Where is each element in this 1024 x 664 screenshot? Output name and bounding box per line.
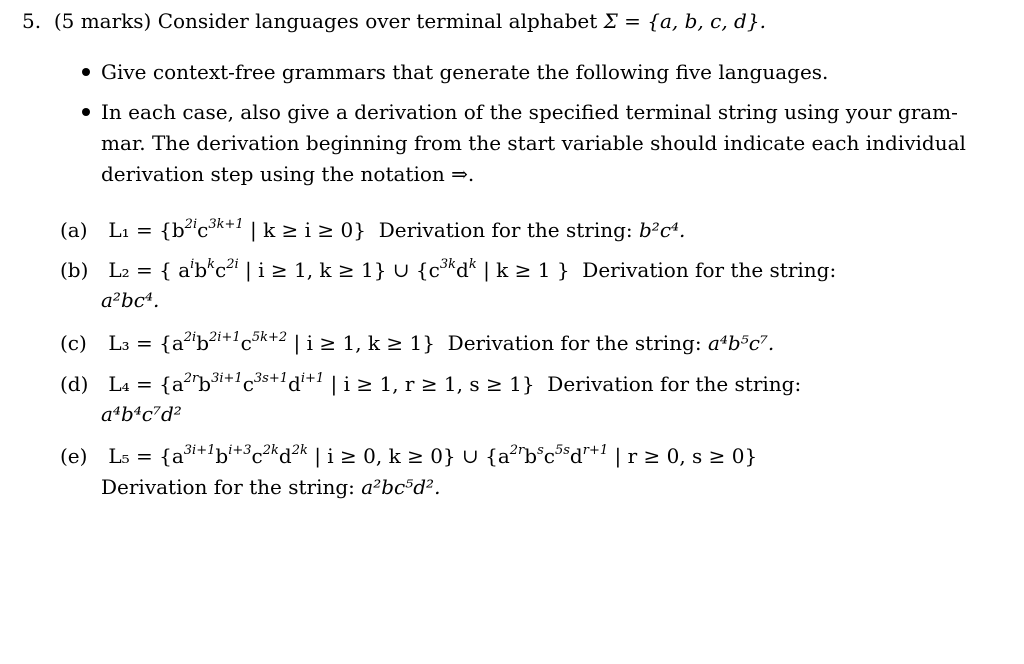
part-e-derivation <box>101 474 440 500</box>
alphabet-definition: Σ = {a, b, c, d}. <box>603 9 766 33</box>
question-header <box>22 8 766 34</box>
derivation-label: Derivation for the string: <box>101 475 355 499</box>
bullet-dot <box>82 68 90 76</box>
part-e <box>60 443 757 469</box>
part-label: (d) <box>60 372 89 396</box>
question-number: 5. <box>22 9 42 33</box>
bullet-2-line-3: derivation step using the notation ⇒. <box>101 162 475 186</box>
derivation-label: Derivation for the string: <box>378 218 633 242</box>
part-label: (a) <box>60 218 88 242</box>
derivation-label: Derivation for the string: <box>547 372 802 396</box>
language-definition: $L_1 = \{b^{2i}c^{3k+1}$ | k ≥ i ≥ 0} <box>108 217 366 242</box>
target-string: a²bc⁵d². <box>361 475 441 499</box>
bullet-2-line-2: mar. The derivation beginning from the start variable should indicate each individual <box>101 131 966 155</box>
language-definition: $L_5 = \{a^{3i+1}b^{i+3}c^{2k}d^{2k}$ | i ≥ 0, k ≥ 0} ∪ {$a^{2r}b^sc^{5s}d^{r+1}$ | r ≥ 0, s ≥ 0} <box>108 443 758 468</box>
bullet-1-text: Give context-free grammars that generate the following five languages. <box>101 60 829 84</box>
target-string: a⁴b⁵c⁷. <box>707 331 775 355</box>
derivation-label: Derivation for the string: <box>582 258 837 282</box>
part-label: (e) <box>60 444 88 468</box>
language-definition: $L_4 = \{a^{2r}b^{3i+1}c^{3s+1}d^{i+1}$ | i ≥ 1, r ≥ 1, s ≥ 1} <box>108 371 535 396</box>
target-string: b²c⁴. <box>639 218 686 242</box>
part-a <box>60 217 685 243</box>
question-marks: (5 marks) <box>53 9 152 33</box>
target-string: a⁴b⁴c⁷d² <box>101 402 182 426</box>
part-d <box>60 371 801 397</box>
part-b <box>60 257 836 283</box>
target-string: a²bc⁴. <box>101 288 160 312</box>
question-intro: Consider languages over terminal alphabet <box>157 9 598 33</box>
language-definition: $L_3 = \{a^{2i}b^{2i+1}c^{5k+2}$ | i ≥ 1, k ≥ 1} <box>108 330 435 355</box>
part-c <box>60 330 774 356</box>
bullet-dot <box>82 108 90 116</box>
bullet-2-line-1: In each case, also give a derivation of the specified terminal string using your gram- <box>101 100 958 124</box>
language-definition: L₂ = { $a^ib^kc^{2i}$ | i ≥ 1, k ≥ 1} ∪ {$c^{3k}d^k$ | k ≥ 1 } <box>108 257 570 282</box>
part-label: (b) <box>60 258 89 282</box>
part-label: (c) <box>60 331 87 355</box>
derivation-label: Derivation for the string: <box>447 331 702 355</box>
